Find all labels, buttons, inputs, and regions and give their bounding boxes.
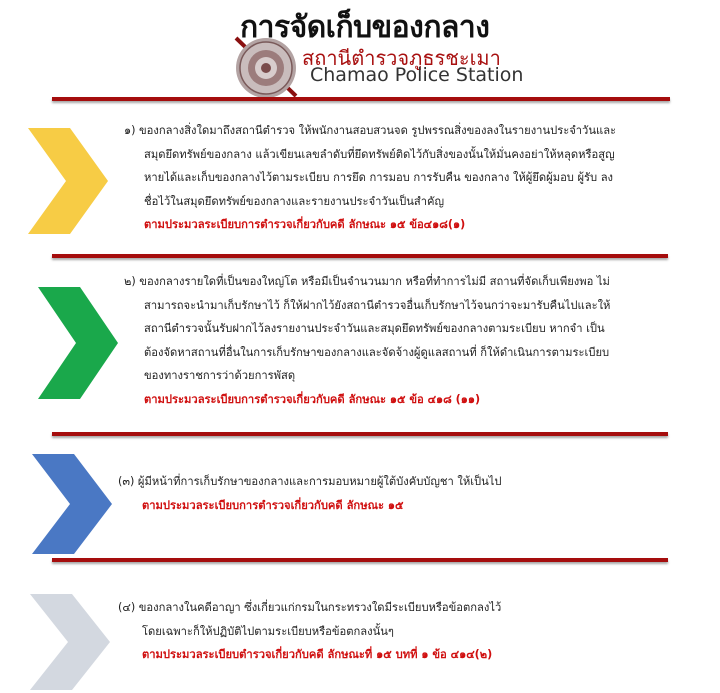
item-4-line: (๔) ของกลางในคดีอาญา ซึ่งเกี่ยวแก่กรมในกระทรวงใดมีระเบียบหรือข้อตกลงไว้ <box>118 601 502 614</box>
item-1-reference: ตามประมวลระเบียบการตำรวจเกี่ยวกับคดี ลักษณะ ๑๕ ข้อ๔๑๘(๑) <box>144 218 466 231</box>
item-2-reference: ตามประมวลระเบียบการตำรวจเกี่ยวกับคดี ลักษณะ ๑๕ ข้อ ๔๑๘ (๑๑) <box>144 392 481 406</box>
item-1-line: สมุดยึดทรัพย์ของกลาง แล้วเขียนเลขลำดับที่ยึดทรัพย์ติดไว้กับสิ่งของนั้นให้มั่นคงอย่าให้หลุดหรือสูญ <box>144 147 615 161</box>
item-2-line: ต้องจัดหาสถานที่อื่นในการเก็บรักษาของกลางและจัดจ้างผู้ดูแลสถานที่ ก็ให้ดำเนินการตามระเบียบ <box>144 345 610 359</box>
item-2-line: ๒) ของกลางรายใดที่เป็นของใหญ่โต หรือมีเป็นจำนวนมาก หรือที่ทำการไม่มี สถานที่จัดเก็บเพียงพอ ไม่ <box>124 275 610 288</box>
page-title: การจัดเก็บของกลาง <box>240 10 490 45</box>
green-chevron-icon <box>38 287 118 399</box>
section-divider <box>52 558 668 562</box>
yellow-chevron-icon <box>28 128 108 234</box>
item-3-line: (๓) ผู้มีหน้าที่การเก็บรักษาของกลางและการมอบหมายผู้ใต้บังคับบัญชา ให้เป็นไป <box>118 475 502 488</box>
item-1-line: ชื่อไว้ในสมุดยึดทรัพย์ของกลางและรายงานประจำวันเป็นสำคัญ <box>144 194 445 208</box>
header-divider <box>52 97 670 101</box>
section-divider <box>52 432 668 436</box>
station-name-thai: สถานีตำรวจภูธรชะเมา <box>302 46 501 70</box>
section-divider <box>52 254 668 258</box>
item-3 <box>118 470 502 517</box>
blue-chevron-icon <box>32 454 112 554</box>
item-2-line: ของทางราชการว่าด้วยการพัสดุ <box>144 369 296 382</box>
item-2-line: สามารถจะนำมาเก็บรักษาไว้ ก็ให้ฝากไว้ยังสถานีตำรวจอื่นเก็บรักษาไว้จนกว่าจะมารับคืนไปและให้ <box>144 298 611 312</box>
item-2 <box>124 270 610 411</box>
item-1 <box>124 119 616 237</box>
gray-chevron-icon <box>30 594 110 690</box>
item-4 <box>118 596 501 667</box>
item-4-reference: ตามประมวลระเบียบตำรวจเกี่ยวกับคดี ลักษณะที่ ๑๕ บทที่ ๑ ข้อ ๔๑๔(๒) <box>142 648 493 661</box>
item-1-line: ๑) ของกลางสิ่งใดมาถึงสถานีตำรวจ ให้พนักงานสอบสวนจด รูปพรรณสิ่งของลงในรายงานประจำวันและ <box>124 124 617 137</box>
item-1-line: หายได้และเก็บของกลางไว้ตามระเบียบ การยึด การมอบ การรับคืน ของกลาง ให้ผู้ยึดผู้มอบ ผู้รับ ลง <box>144 171 614 184</box>
item-3-reference: ตามประมวลระเบียบการตำรวจเกี่ยวกับคดี ลักษณะ ๑๕ <box>142 498 404 512</box>
station-name-english: Chamao Police Station <box>310 64 524 86</box>
item-4-line: โดยเฉพาะก็ให้ปฏิบัติไปตามระเบียบหรือข้อตกลงนั้นๆ <box>142 624 394 638</box>
item-2-line: สถานีตำรวจนั้นรับฝากไว้ลงรายงานประจำวันและสมุดยึดทรัพย์ของกลางตามระเบียบ หากจำ เป็น <box>144 322 605 335</box>
